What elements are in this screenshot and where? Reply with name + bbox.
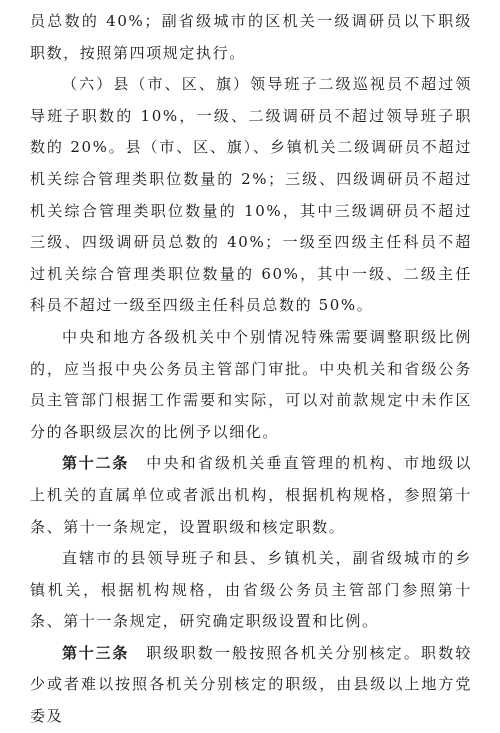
article-12-text: 中央和省级机关垂直管理的机构、市地级以上机关的直属单位或者派出机构，根据机构规格，参照第十条、第十一条规定，设置职级和核定职数。: [30, 454, 472, 536]
paragraph-continued: 员总数的 40%；副省级城市的区机关一级调研员以下职级职数，按照第四项规定执行。: [30, 12, 472, 62]
article-13-label: 第十三条: [62, 643, 130, 662]
article-12: [30, 448, 472, 543]
paragraph-municipality: 直辖市的县领导班子和县、乡镇机关，副省级城市的乡镇机关，根据机构规格，由省级公务员主管部门参照第十条、第十一条规定，研究确定职级设置和比例。: [30, 549, 472, 631]
article-13: [30, 638, 472, 733]
paragraph-county-ratio: （六）县（市、区、旗）领导班子二级巡视员不超过领导班子职数的 10%，一级、二级调研员不超过领导班子职数的 20%。县（市、区、旗）、乡镇机关二级调研员不超过机关综合管理类职位数量的 2%；三级、四级调研员不超过机关综合管理类职位数量的 10%，其中三级调研员不超过三级、四级调研员总数的 40%；一级至四级主任科员不超过机关综合管理类职位数量的 60%，其中一级、二级主任科员不超过一级至四级主任科员总数的 50%。: [30, 75, 472, 315]
paragraph-adjustment: 中央和地方各级机关中个别情况特殊需要调整职级比例的，应当报中央公务员主管部门审批。中央机关和省级公务员主管部门根据工作需要和实际，可以对前款规定中未作区分的各职级层次的比例予以细化。: [30, 327, 472, 441]
article-12-label: 第十二条: [62, 454, 130, 473]
article-13-text: 职级职数一般按照各机关分别核定。职数较少或者难以按照各机关分别核定的职级，由县级以上地方党委及: [30, 643, 472, 726]
